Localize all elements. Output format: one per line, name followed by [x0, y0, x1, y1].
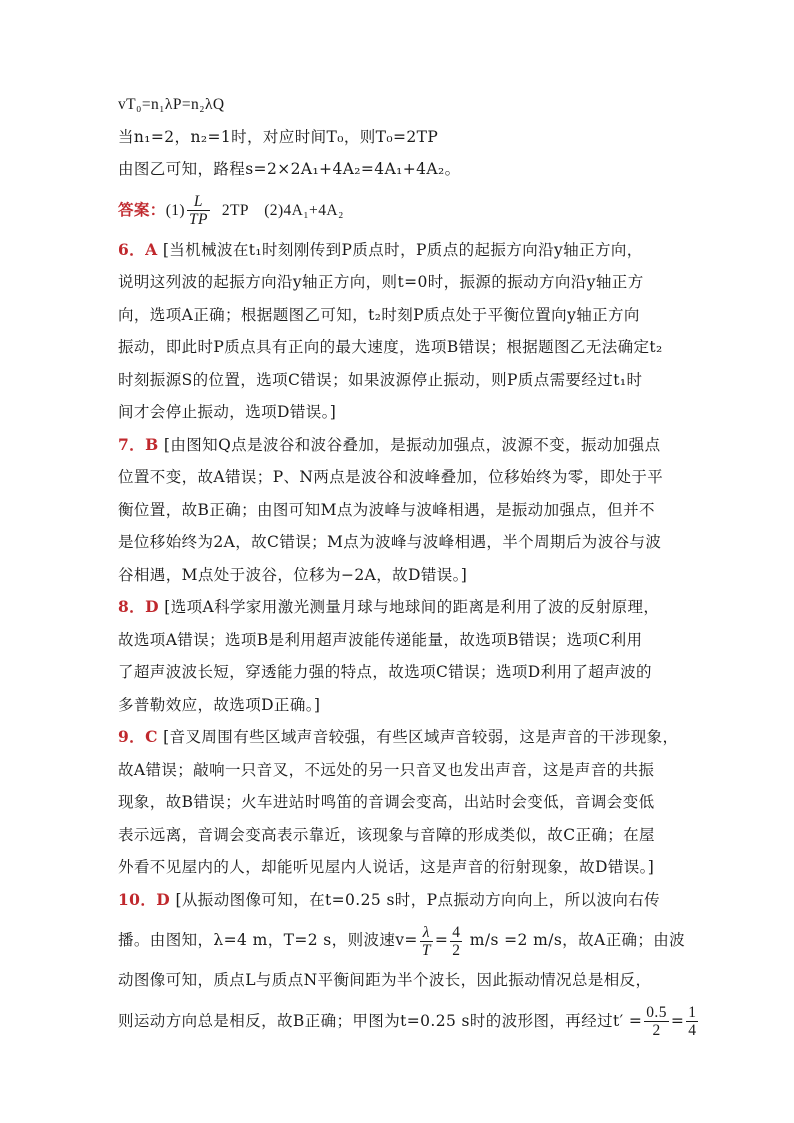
- text-line: 谷相遇，M点处于波谷，位移为−2A，故D错误。]: [118, 565, 468, 584]
- text-line: 外看不见屋内的人，却能听见屋内人说话，这是声音的衍射现象，故D错误。]: [118, 858, 655, 876]
- text-line: 间才会停止振动，选项D错误。]: [118, 403, 337, 421]
- text-line: 了超声波波长短，穿透能力强的特点，故选项C错误；选项D利用了超声波的: [118, 663, 652, 681]
- answer-line: 答案：(1) $\frac{L}{TP}$ 2TP (2)4A₁+4A₂: [118, 193, 344, 228]
- fraction: $\frac{4}{2}$: [452, 923, 461, 959]
- question-number: 10．D: [118, 889, 171, 909]
- text-line: 向，选项A正确；根据题图乙可知，t₂时刻P质点处于平衡位置向y轴正方向: [118, 305, 640, 324]
- text-line: 时刻振源S的位置，选项C错误；如果波源停止振动，则P质点需要经过t₁时: [118, 370, 643, 389]
- text-line: 故A错误；敲响一只音叉，不远处的另一只音叉也发出声音，这是声音的共振: [118, 760, 655, 779]
- text-line: 振动，即此时P质点具有正向的最大速度，选项B错误；根据题图乙无法确定t₂: [118, 338, 663, 356]
- question-6-line: 6．A [当机械波在t₁时刻刚传到P质点时，P质点的起振方向沿y轴正方向，: [118, 239, 643, 259]
- text-line: 表示远离，音调会变高表示靠近，该现象与音障的形成类似，故C正确；在屋: [118, 825, 655, 844]
- solution-text: [118, 88, 697, 1045]
- text-line: 多普勒效应，故选项D正确。]: [118, 695, 321, 714]
- fraction: $\frac{L}{TP}$: [188, 193, 208, 228]
- fraction: $\frac{0.5}{2}$: [646, 1004, 667, 1039]
- text-line: 播。由图知，λ=4 m，T=2 s，则波速v= $\frac{\lambda}{T}$ = $\frac{4}{2}$ m/s =2 m/s，故A正确；由波: [118, 923, 686, 959]
- question-9-line: 9．C [音叉周围有些区域声音较强，有些区域声音较弱，这是声音的干涉现象，: [118, 727, 679, 746]
- text-line: 当n₁=2，n₂=1时，对应时间T₀，则T₀=2TP: [118, 127, 439, 146]
- question-number: 8．D: [118, 597, 159, 616]
- question-7-line: 7．B [由图知Q点是波谷和波谷叠加，是振动加强点，波源不变，振动加强点: [118, 434, 661, 454]
- text-line: 由图乙可知，路程s=2×2A₁+4A₂=4A₁+4A₂。: [118, 160, 461, 178]
- question-10-line: 10．D [从振动图像可知，在t=0.25 s时，P点振动方向向上，所以波向右传: [118, 889, 661, 909]
- question-number: 7．B: [118, 434, 159, 454]
- text-line: 说明这列波的起振方向沿y轴正方向，则t=0时，振源的振动方向沿y轴正方: [118, 273, 644, 291]
- text-line: 则运动方向总是相反，故B正确；甲图为t=0.25 s时的波形图，再经过t′ = $\frac{0.5}{2}$ = $\frac{1}{4}$: [118, 1004, 697, 1039]
- answer-label: 答案：: [118, 199, 166, 219]
- fraction: $\frac{1}{4}$: [688, 1004, 697, 1039]
- question-number: 9．C: [118, 727, 158, 746]
- text-line: 位置不变，故A错误；P、N两点是波谷和波峰叠加，位移始终为零，即处于平: [118, 468, 664, 486]
- text-line: 衡位置，故B正确；由图可知M点为波峰与波峰相遇，是振动加强点，但并不: [118, 500, 655, 519]
- text-line: 现象，故B错误；火车进站时鸣笛的音调会变高，出站时会变低，音调会变低: [118, 793, 655, 811]
- question-number: 6．A: [118, 239, 158, 259]
- text-line: 动图像可知，质点L与质点N平衡间距为半个波长，因此振动情况总是相反，: [118, 971, 652, 989]
- equation-line: vT₀=n₁λP=n₂λQ: [118, 96, 225, 113]
- fraction: $\frac{\lambda}{T}$: [421, 923, 431, 959]
- question-8-line: 8．D [选项A科学家用激光测量月球与地球间的距离是利用了波的反射原理，: [118, 597, 660, 616]
- text-line: 是位移始终为2A，故C错误；M点为波峰与波峰相遇，半个周期后为波谷与波: [118, 533, 662, 551]
- text-line: 故选项A错误；选项B是利用超声波能传递能量，故选项B错误；选项C利用: [118, 630, 643, 649]
